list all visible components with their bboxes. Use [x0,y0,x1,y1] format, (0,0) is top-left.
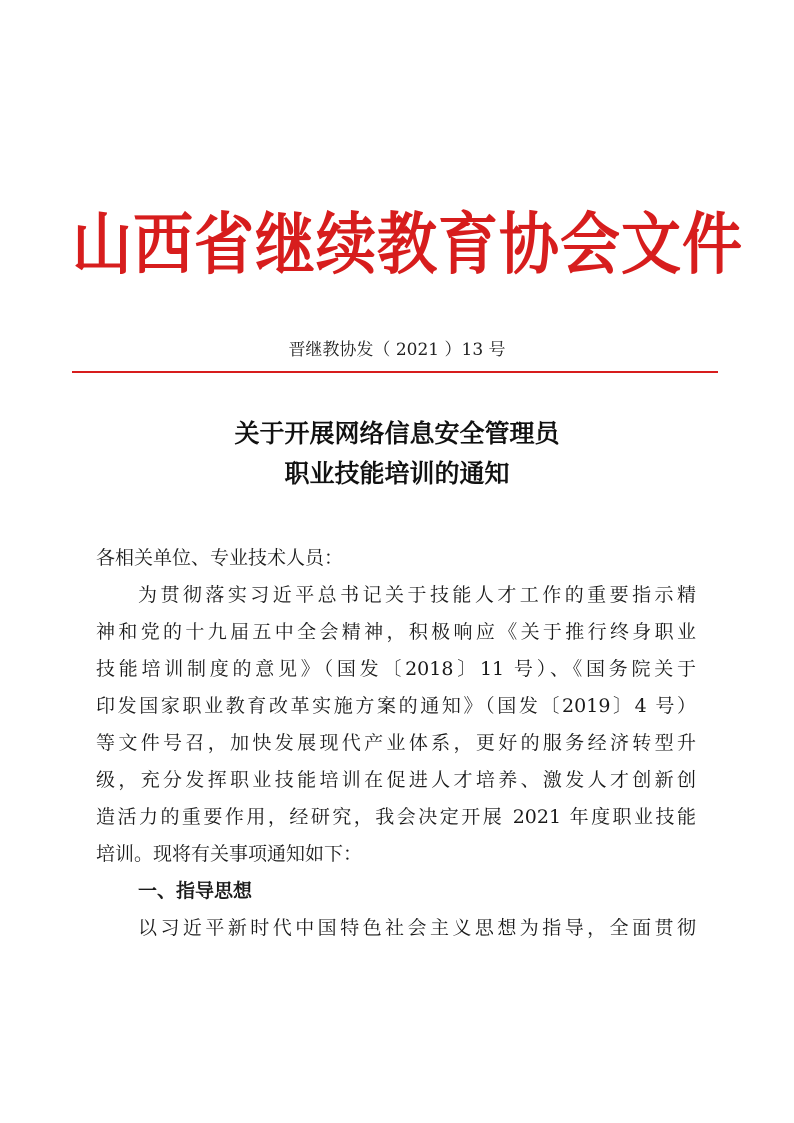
paragraph-line: 神和党的十九届五中全会精神，积极响应《关于推行终身职业 [96,621,696,643]
paragraph-line: 等文件号召，加快发展现代产业体系，更好的服务经济转型升 [96,732,696,754]
paragraph-line: 造活力的重要作用，经研究，我会决定开展 2021 年度职业技能 [96,806,696,828]
paragraph-line: 印发国家职业教育改革实施方案的通知》（国发〔2019〕4 号） [96,695,696,717]
document-number: 晋继教协发（ 2021 ）13 号 [288,340,506,360]
section-1-first-line: 以习近平新时代中国特色社会主义思想为指导，全面贯彻 [138,917,696,939]
red-divider-line [72,371,718,373]
salutation: 各相关单位、专业技术人员： [96,547,344,569]
org-header-title: 山西省继续教育协会文件 [72,205,743,285]
paragraph-line: 级，充分发挥职业技能培训在促进人才培养、激发人才创新创 [96,769,696,791]
notice-title-line-2: 职业技能培训的通知 [284,459,510,488]
paragraph-line: 培训。现将有关事项通知如下： [96,843,363,865]
notice-body [96,540,696,947]
notice-title-line-1: 关于开展网络信息安全管理员 [234,419,560,448]
paragraph-1 [96,577,696,873]
notice-title [72,414,722,494]
section-heading-guiding-ideology: 一、指导思想 [138,880,253,902]
paragraph-line: 技能培训制度的意见》（国发〔2018〕11 号）、《国务院关于 [96,658,696,680]
paragraph-line: 为贯彻落实习近平总书记关于技能人才工作的重要指示精 [138,584,696,606]
